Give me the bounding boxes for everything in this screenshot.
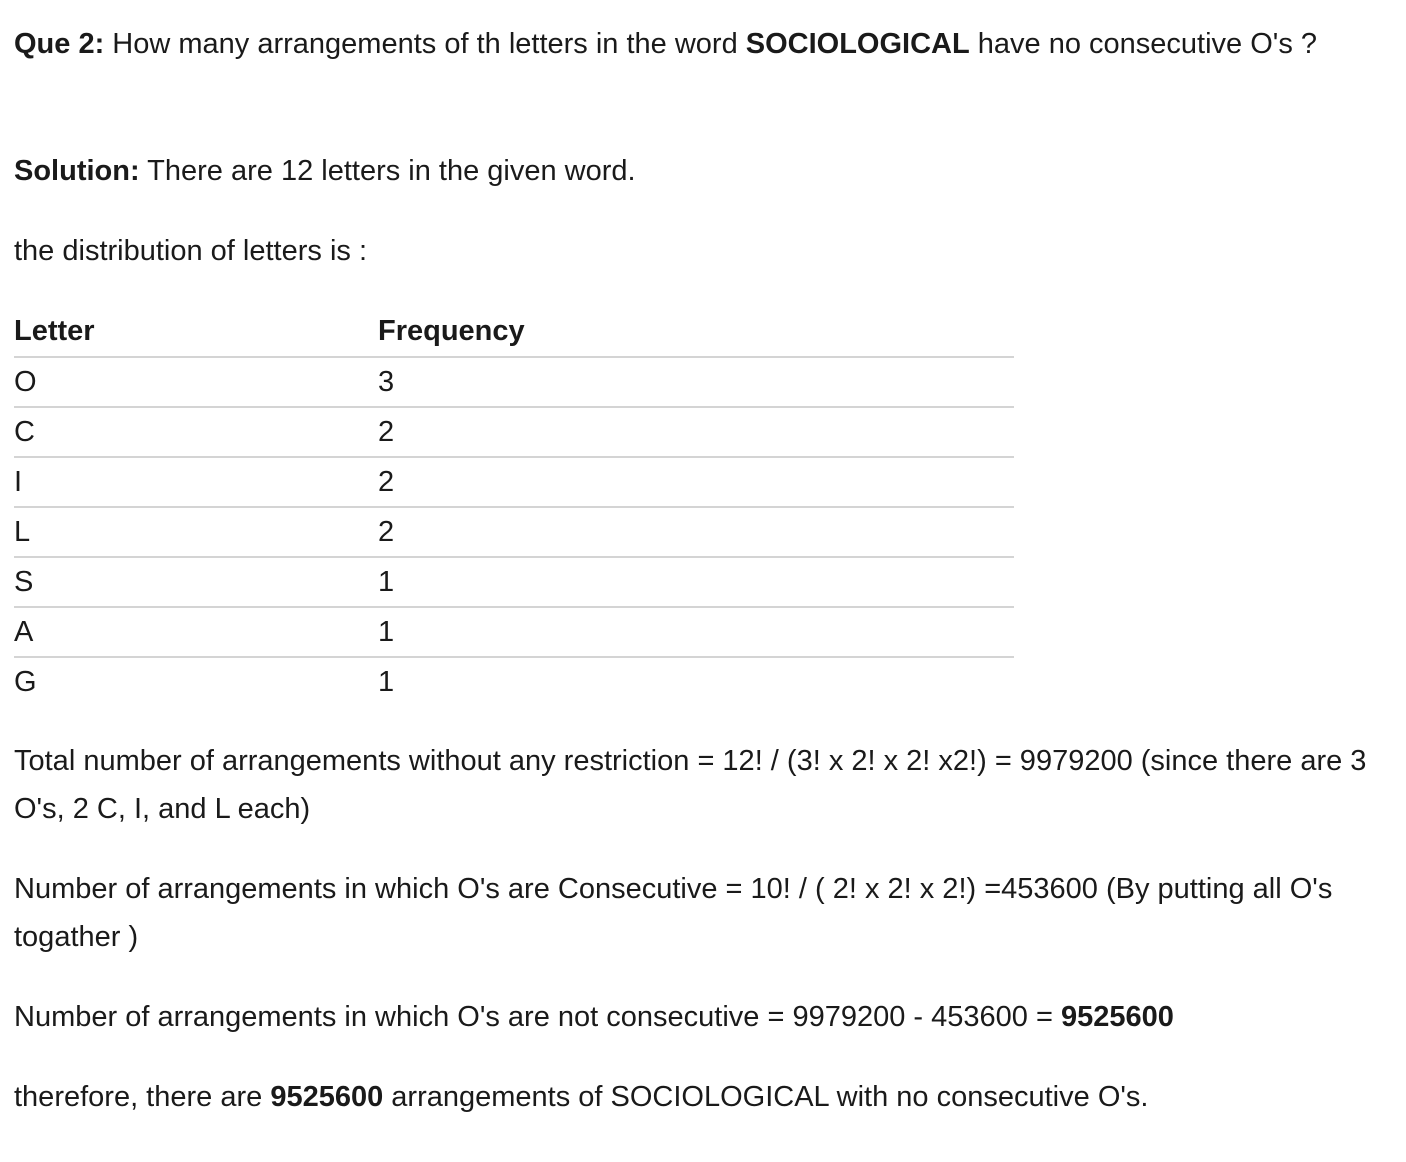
consecutive-arrangements-paragraph: Number of arrangements in which O's are Consecutive = 10! / ( 2! x 2! x 2!) =453600 (By putting all O's togather ) <box>14 873 1333 953</box>
letter-cell: I <box>14 457 378 507</box>
table-row <box>14 557 1014 607</box>
table-row <box>14 457 1014 507</box>
frequency-cell: 1 <box>378 557 1014 607</box>
not-consecutive-paragraph <box>14 993 1384 1041</box>
distribution-intro: the distribution of letters is : <box>14 235 367 267</box>
not-consecutive-text: Number of arrangements in which O's are not consecutive = 9979200 - 453600 = <box>14 1001 1061 1033</box>
conclusion-paragraph <box>14 1073 1384 1121</box>
solution-label: Solution: <box>14 155 140 187</box>
question-label: Que 2: <box>14 28 105 60</box>
frequency-cell: 2 <box>378 457 1014 507</box>
table-header-row <box>14 306 1014 357</box>
question-paragraph <box>14 20 1374 68</box>
header-frequency: Frequency <box>378 306 1014 357</box>
header-letter: Letter <box>14 306 378 357</box>
solution-text: There are 12 letters in the given word. <box>139 155 636 187</box>
letter-cell: L <box>14 507 378 557</box>
question-text-after: have no consecutive O's ? <box>969 28 1318 60</box>
total-arrangements-paragraph: Total number of arrangements without any restriction = 12! / (3! x 2! x 2! x2!) = 9979200 (since there are 3 O's, 2 C, I, and L each) <box>14 745 1367 825</box>
solution-paragraph <box>14 147 636 195</box>
letter-cell: A <box>14 607 378 657</box>
table-row <box>14 657 1014 706</box>
frequency-cell: 2 <box>378 507 1014 557</box>
conclusion-before: therefore, there are <box>14 1081 271 1113</box>
frequency-cell: 2 <box>378 407 1014 457</box>
conclusion-answer: 9525600 <box>270 1081 384 1113</box>
frequency-cell: 3 <box>378 357 1014 407</box>
question-word: SOCIOLOGICAL <box>745 28 970 60</box>
conclusion-after: arrangements of SOCIOLOGICAL with no consecutive O's. <box>383 1081 1149 1113</box>
frequency-cell: 1 <box>378 665 395 698</box>
frequency-table <box>14 306 1014 706</box>
table-row <box>14 507 1014 557</box>
table-row <box>14 607 1014 657</box>
letter-cell: O <box>14 357 378 407</box>
not-consecutive-answer: 9525600 <box>1060 1001 1174 1033</box>
letter-cell: G <box>14 665 37 698</box>
table-row <box>14 407 1014 457</box>
frequency-cell: 1 <box>378 607 1014 657</box>
question-text-before: How many arrangements of th letters in the word <box>104 28 746 60</box>
letter-cell: C <box>14 407 378 457</box>
letter-cell: S <box>14 557 378 607</box>
table-row <box>14 357 1014 407</box>
